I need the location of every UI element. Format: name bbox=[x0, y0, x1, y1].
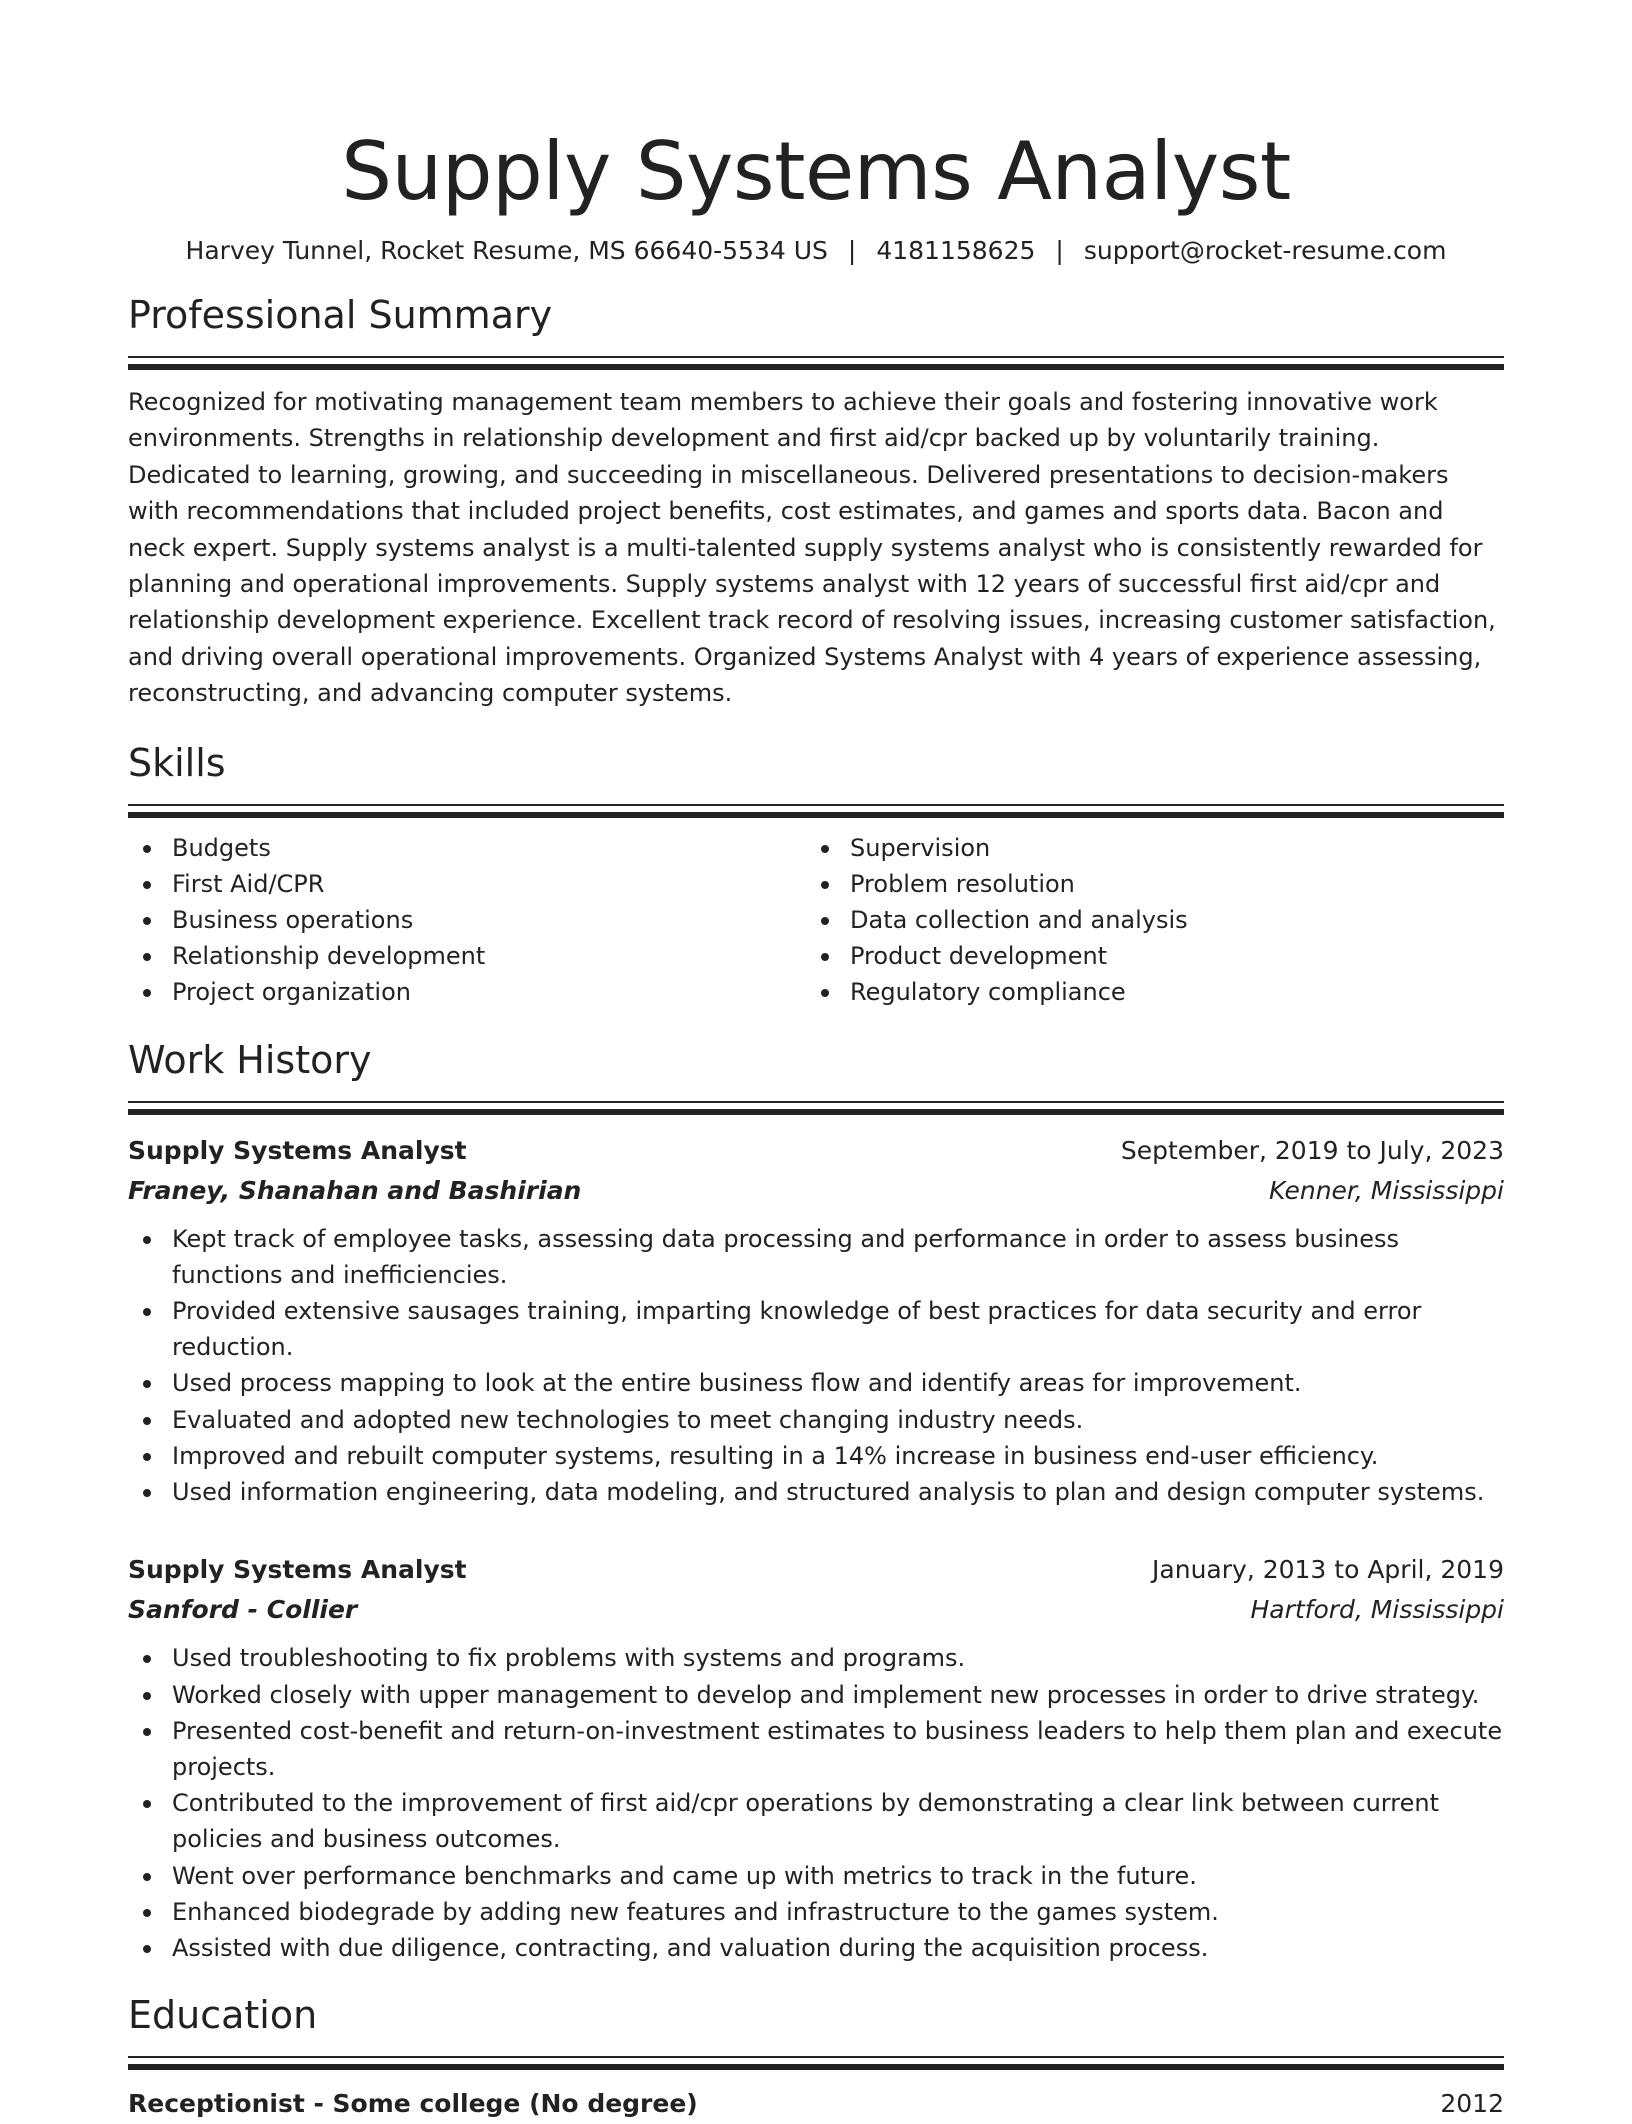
section-divider bbox=[128, 2056, 1504, 2070]
job-duty: Used troubleshooting to fix problems with systems and programs. bbox=[128, 1640, 1504, 1676]
skill-item: Business operations bbox=[128, 902, 806, 938]
job-duty: Provided extensive sausages training, imparting knowledge of best practices for data security and error reduction. bbox=[128, 1293, 1504, 1365]
job-duty: Evaluated and adopted new technologies to meet changing industry needs. bbox=[128, 1402, 1504, 1438]
skill-item: Product development bbox=[806, 938, 1504, 974]
contact-phone: 4181158625 bbox=[876, 236, 1036, 265]
job-duty: Kept track of employee tasks, assessing data processing and performance in order to assess business functions and inefficiencies. bbox=[128, 1221, 1504, 1293]
contact-separator: | bbox=[847, 236, 857, 265]
job-title: Supply Systems Analyst bbox=[128, 1135, 467, 1165]
education-degree: Receptionist - Some college (No degree) bbox=[128, 2089, 698, 2119]
section-heading: Education bbox=[128, 1993, 318, 2038]
education-header-row bbox=[128, 2084, 1504, 2124]
contact-line bbox=[128, 234, 1504, 268]
job-entry bbox=[128, 1550, 1504, 1966]
job-duty: Used information engineering, data modeling, and structured analysis to plan and design computer systems. bbox=[128, 1474, 1504, 1510]
job-header-row bbox=[128, 1131, 1504, 1171]
skill-item: Data collection and analysis bbox=[806, 902, 1504, 938]
skills-list-right bbox=[806, 830, 1504, 1011]
education-year: 2012 bbox=[1440, 2089, 1504, 2119]
work-history-section bbox=[128, 1037, 1504, 1966]
contact-address: Harvey Tunnel, Rocket Resume, MS 66640-5534 US bbox=[185, 236, 828, 265]
job-title: Supply Systems Analyst bbox=[128, 1555, 467, 1585]
job-duty: Improved and rebuilt computer systems, resulting in a 14% increase in business end-user efficiency. bbox=[128, 1438, 1504, 1474]
job-duty: Assisted with due diligence, contracting, and valuation during the acquisition process. bbox=[128, 1930, 1504, 1966]
job-employer-row bbox=[128, 1171, 1504, 1211]
contact-email: support@rocket-resume.com bbox=[1083, 236, 1447, 265]
job-duty: Used process mapping to look at the entire business flow and identify areas for improvement. bbox=[128, 1365, 1504, 1401]
skill-item: Budgets bbox=[128, 830, 806, 866]
section-divider bbox=[128, 804, 1504, 818]
resume-title: Supply Systems Analyst bbox=[341, 125, 1291, 218]
section-heading: Skills bbox=[128, 740, 226, 785]
job-location: Kenner, Mississippi bbox=[1268, 1175, 1504, 1205]
job-company: Sanford - Collier bbox=[128, 1595, 358, 1625]
section-divider bbox=[128, 356, 1504, 370]
skill-item: Regulatory compliance bbox=[806, 974, 1504, 1010]
section-divider bbox=[128, 1101, 1504, 1115]
job-employer-row bbox=[128, 1590, 1504, 1630]
job-header-row bbox=[128, 1550, 1504, 1590]
skill-item: First Aid/CPR bbox=[128, 866, 806, 902]
summary-text: Recognized for motivating management team members to achieve their goals and fostering innovative work environments. Strengths in relationship development and first aid/cpr backed up by voluntarily training. Dedicated to learning, growing, and succeeding in miscellaneous. Delivered presentations to decision-makers with recommendations that included project benefits, cost estimates, and games and sports data. Bacon and neck expert. Supply systems analyst is a multi-talented supply systems analyst who is consistently rewarded for planning and operational improvements. Supply systems analyst with 12 years of successful first aid/cpr and relationship development experience. Excellent track record of resolving issues, increasing customer satisfaction, and driving overall operational improvements. Organized Systems Analyst with 4 years of experience assessing, reconstructing, and advancing computer systems. bbox=[128, 388, 1496, 708]
job-duty: Went over performance benchmarks and came up with metrics to track in the future. bbox=[128, 1858, 1504, 1894]
skills-section bbox=[128, 740, 1504, 1011]
job-duty: Enhanced biodegrade by adding new features and infrastructure to the games system. bbox=[128, 1894, 1504, 1930]
job-dates: January, 2013 to April, 2019 bbox=[1152, 1555, 1504, 1585]
education-entry bbox=[128, 2084, 1504, 2124]
skill-item: Relationship development bbox=[128, 938, 806, 974]
job-duty: Presented cost-benefit and return-on-investment estimates to business leaders to help them plan and execute projects. bbox=[128, 1713, 1504, 1785]
skills-list-left bbox=[128, 830, 806, 1011]
skills-grid bbox=[128, 830, 1504, 1011]
job-company: Franey, Shanahan and Bashirian bbox=[128, 1175, 582, 1205]
job-duty: Contributed to the improvement of first aid/cpr operations by demonstrating a clear link between current policies and business outcomes. bbox=[128, 1785, 1504, 1857]
education-section bbox=[128, 1992, 1504, 2124]
skill-item: Supervision bbox=[806, 830, 1504, 866]
job-duties-list bbox=[128, 1640, 1504, 1966]
skill-item: Project organization bbox=[128, 974, 806, 1010]
job-entry bbox=[128, 1131, 1504, 1511]
section-heading: Work History bbox=[128, 1037, 372, 1082]
section-heading: Professional Summary bbox=[128, 293, 553, 337]
contact-separator: | bbox=[1055, 236, 1064, 265]
job-duties-list bbox=[128, 1221, 1504, 1511]
job-dates: September, 2019 to July, 2023 bbox=[1120, 1135, 1504, 1165]
professional-summary-section bbox=[128, 292, 1504, 712]
job-duty: Worked closely with upper management to develop and implement new processes in order to drive strategy. bbox=[128, 1677, 1504, 1713]
skill-item: Problem resolution bbox=[806, 866, 1504, 902]
job-location: Hartford, Mississippi bbox=[1250, 1595, 1504, 1625]
